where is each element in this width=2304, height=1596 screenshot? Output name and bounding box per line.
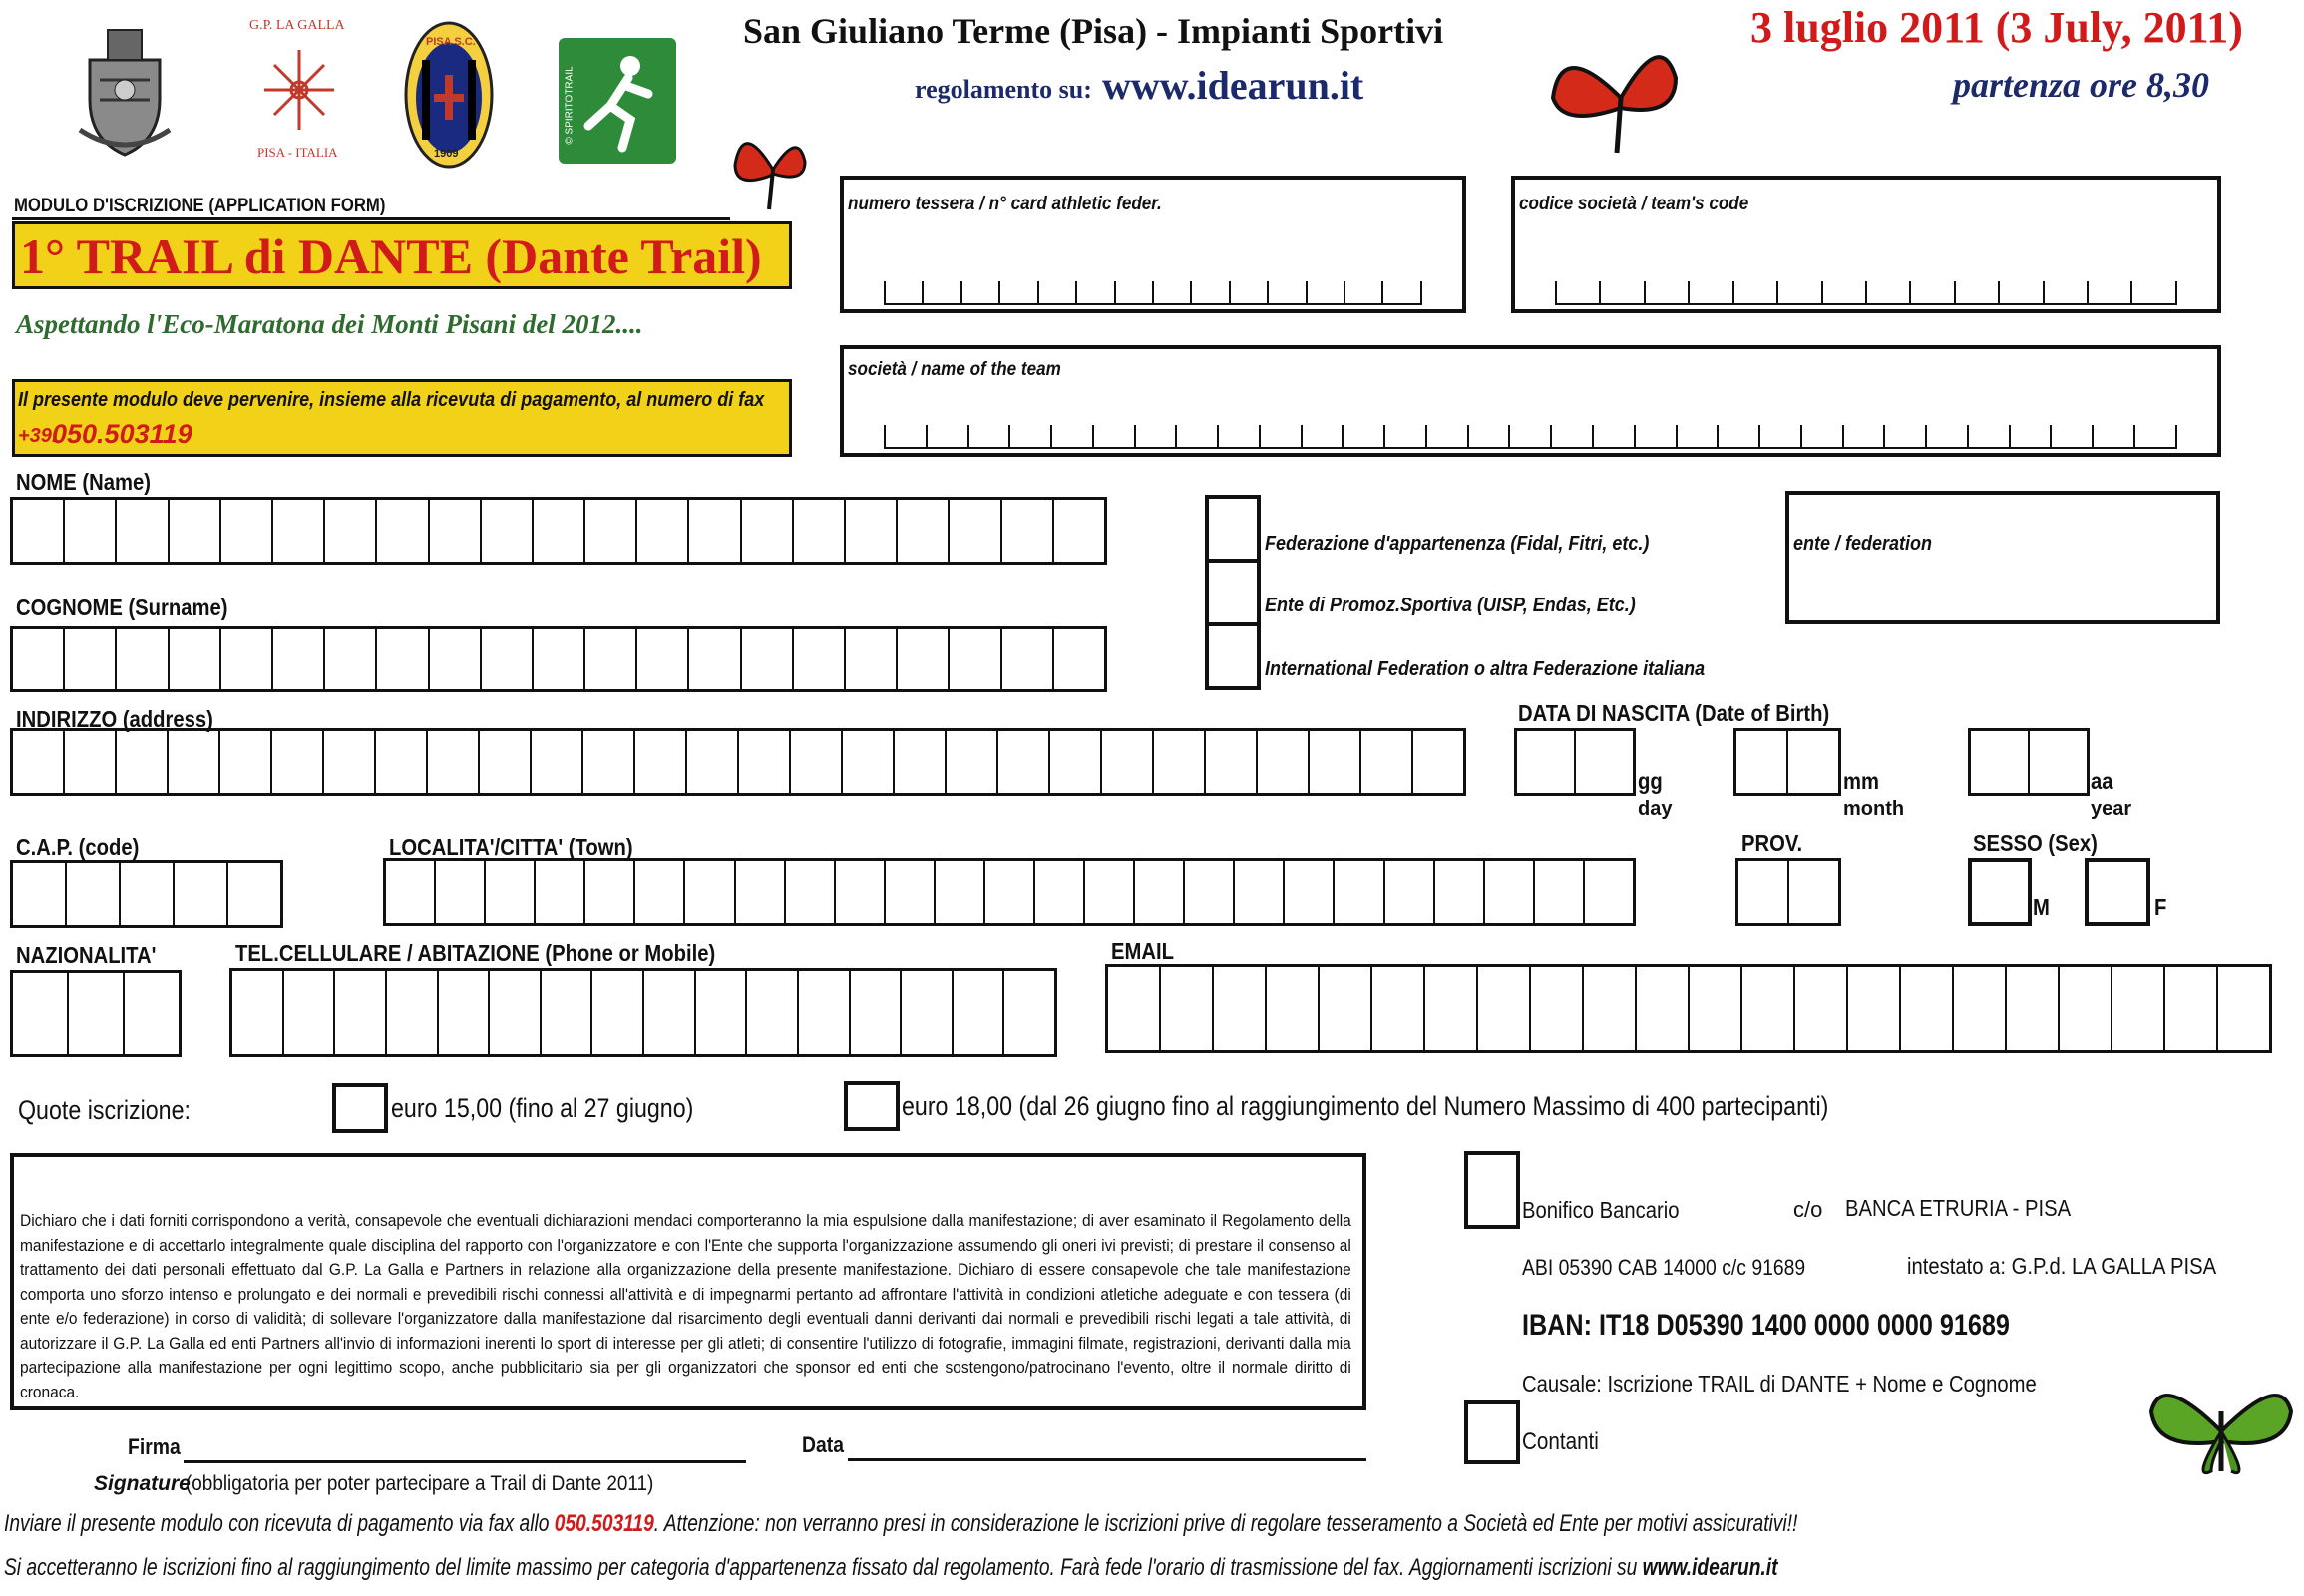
char-box[interactable] (65, 500, 117, 562)
char-box[interactable] (898, 629, 950, 689)
char-box[interactable] (585, 861, 635, 923)
town-boxes[interactable] (383, 858, 1636, 926)
aa-label: aa (2091, 768, 2113, 794)
red-butterfly-icon (733, 125, 813, 219)
char-box[interactable] (486, 861, 536, 923)
gg-label: gg (1638, 768, 1663, 794)
char-box[interactable] (1576, 731, 1633, 793)
char-box[interactable] (117, 731, 169, 793)
char-box[interactable] (170, 500, 221, 562)
cash-checkbox[interactable] (1464, 1400, 1520, 1464)
char-box[interactable] (1054, 629, 1104, 689)
team-name-field[interactable] (840, 345, 2221, 457)
char-box[interactable] (1372, 967, 1425, 1050)
char-box[interactable] (1004, 971, 1054, 1054)
char-box[interactable] (1258, 731, 1310, 793)
char-box[interactable] (843, 731, 895, 793)
char-box[interactable] (65, 629, 117, 689)
char-box[interactable] (13, 500, 65, 562)
char-box[interactable] (1310, 731, 1361, 793)
char-box[interactable] (376, 731, 428, 793)
char-box[interactable] (1848, 967, 1901, 1050)
char-box[interactable] (836, 861, 886, 923)
char-box[interactable] (742, 500, 794, 562)
form-title: 1° TRAIL di DANTE (Dante Trail) (20, 228, 762, 284)
green-butterfly-icon (2149, 1382, 2294, 1486)
char-box[interactable] (1485, 861, 1535, 923)
char-box[interactable] (1690, 967, 1742, 1050)
address-label: INDIRIZZO (address) (16, 706, 213, 732)
phone-boxes[interactable] (229, 968, 1057, 1057)
char-box[interactable] (221, 629, 273, 689)
char-box[interactable] (1954, 967, 2007, 1050)
start-time: partenza ore 8,30 (1953, 65, 2210, 105)
spiritotrail-logo (559, 38, 676, 164)
char-box[interactable] (175, 863, 228, 925)
fax-notice: Il presente modulo deve pervenire, insieme alla ricevuta di pagamento, al numero di fax (18, 389, 765, 411)
char-box[interactable] (635, 861, 685, 923)
form-label-underline (12, 217, 730, 220)
fee-option-2-checkbox[interactable] (844, 1081, 900, 1131)
char-box[interactable] (67, 863, 121, 925)
char-box[interactable] (739, 731, 791, 793)
data-label: Data (802, 1432, 844, 1457)
char-box[interactable] (325, 629, 377, 689)
char-box[interactable] (1002, 629, 1054, 689)
year-label: year (2091, 798, 2132, 820)
phone-label: TEL.CELLULARE / ABITAZIONE (Phone or Mobile) (235, 940, 716, 966)
char-box[interactable] (386, 861, 436, 923)
char-box[interactable] (689, 500, 741, 562)
char-box[interactable] (490, 971, 542, 1054)
char-box[interactable] (1517, 731, 1576, 793)
char-box[interactable] (786, 861, 836, 923)
char-box[interactable] (377, 500, 429, 562)
char-box[interactable] (1085, 861, 1135, 923)
char-box[interactable] (169, 731, 220, 793)
team-code-label: codice società / team's code (1519, 194, 1749, 214)
char-box[interactable] (736, 861, 786, 923)
char-box[interactable] (799, 971, 851, 1054)
char-box[interactable] (2030, 731, 2087, 793)
char-box[interactable] (1154, 731, 1206, 793)
fax-prefix: +39. (18, 425, 58, 447)
co-label: c/o (1793, 1197, 1823, 1222)
fees-label: Quote iscrizione: (18, 1095, 191, 1125)
char-box[interactable] (1320, 967, 1372, 1050)
causale: Causale: Iscrizione TRAIL di DANTE + Nome e Cognome (1522, 1371, 2037, 1396)
char-box[interactable] (1102, 731, 1154, 793)
spiritotrail-text: © SPIRITOTRAIL (564, 66, 576, 145)
team-name-label: società / name of the team (848, 359, 1061, 380)
ente-federation-label: ente / federation (1793, 533, 1933, 555)
regolamento-label: regolamento su: (915, 75, 1092, 104)
char-box[interactable] (170, 629, 221, 689)
sex-male-checkbox[interactable] (1968, 858, 2032, 926)
char-box[interactable] (117, 500, 169, 562)
email-label: EMAIL (1111, 938, 1174, 964)
card-number-field[interactable] (840, 176, 1466, 313)
website-link[interactable]: www.idearun.it (1102, 63, 1364, 108)
char-box[interactable] (221, 500, 273, 562)
char-box[interactable] (428, 731, 480, 793)
email-boxes[interactable] (1105, 964, 2272, 1053)
fee-option-1-label: euro 15,00 (fino al 27 giugno) (391, 1093, 694, 1123)
char-box[interactable] (1050, 731, 1102, 793)
char-box[interactable] (13, 731, 65, 793)
char-box[interactable] (1584, 967, 1637, 1050)
char-box[interactable] (532, 731, 583, 793)
char-box[interactable] (985, 861, 1035, 923)
declaration-text: Dichiaro che i dati forniti corrispondono a verità, consapevole che eventuali dichiarazioni mendaci comporteranno la mia espulsione dalla manifestazione; di aver esaminato il Regolamento della manifestazione e di accettarlo integralmente quale disciplina del rapporto con l'organizzatore e con l'Ente che supporta l'organizzazione assumendo gli oneri ivi previsti; di prestare il consenso al trattamento dei dati personali effettuato dal G.P. La Galla e Partners in relazione alla organizzazione della presente manifestazione. Dichiaro di essere consapevole che tale manifestazione comporta uno sforzo intenso e prolungato e dei normali e prevedibili rischi connessi all'attività e di impegnarmi pertanto ad affrontare l'attività in condizioni atletiche adeguate e con tessera (di ente e/o federazione) in corso di validità; di sollevare l'organizzatore dalla manifestazione dal risarcimento degli eventuali danni derivanti dai normali e prevedibili rischi legati a tale attività, di autorizzare il G.P. La Galla ed enti Partners all'invio di informazioni inerenti lo sport di interesse per gli atleti; di consentire l'utilizzo di fotografie, immagini filmate, registrazioni, derivanti dalla mia partecipazione alla manifestazione per ogni legittimo scopo, anche pubblicitario sia per gli organizzatori che sponsor ed enti che sostengono/patrocinano l'evento, oltre il normale diritto di cronaca. (20, 1212, 1351, 1401)
char-box[interactable] (1971, 731, 2030, 793)
char-box[interactable] (430, 629, 482, 689)
char-box[interactable] (1108, 967, 1161, 1050)
team-code-field[interactable] (1511, 176, 2221, 313)
char-box[interactable] (13, 863, 67, 925)
char-box[interactable] (742, 629, 794, 689)
nationality-label: NAZIONALITA' (16, 942, 157, 968)
card-number-label: numero tessera / n° card athletic feder. (848, 194, 1162, 214)
char-box[interactable] (644, 971, 696, 1054)
cash-label: Contanti (1522, 1428, 1599, 1455)
char-box[interactable] (696, 971, 748, 1054)
char-box[interactable] (65, 731, 117, 793)
char-box[interactable] (377, 629, 429, 689)
char-box[interactable] (1413, 731, 1463, 793)
birth-month-boxes[interactable] (1733, 728, 1841, 796)
char-box[interactable] (794, 500, 846, 562)
birth-day-boxes[interactable] (1514, 728, 1636, 796)
fee-option-2-label: euro 18,00 (dal 26 giugno fino al raggiungimento del Numero Massimo di 400 partecipanti) (902, 1091, 1829, 1121)
footer-line-1-a: Inviare il presente modulo con ricevuta di pagamento via fax allo (4, 1510, 555, 1537)
char-box[interactable] (1736, 731, 1788, 793)
char-box[interactable] (592, 971, 644, 1054)
venue-title: San Giuliano Terme (Pisa) - Impianti Sportivi (743, 11, 1444, 51)
footer-line-1 (4, 1510, 1797, 1538)
signature-note: (obbligatoria per poter partecipare a Trail di Dante 2011) (186, 1472, 654, 1495)
char-box[interactable] (273, 629, 325, 689)
char-box[interactable] (1795, 967, 1848, 1050)
char-box[interactable] (13, 973, 69, 1054)
day-label: day (1638, 798, 1673, 820)
char-box[interactable] (1161, 967, 1214, 1050)
char-box[interactable] (1267, 967, 1320, 1050)
char-box[interactable] (689, 629, 741, 689)
firma-line[interactable] (184, 1460, 746, 1463)
cap-label: C.A.P. (code) (16, 834, 140, 860)
federation-option-1: Federazione d'appartenenza (Fidal, Fitri, etc.) (1265, 533, 1650, 555)
char-box[interactable] (1214, 967, 1267, 1050)
char-box[interactable] (1135, 861, 1185, 923)
char-box[interactable] (387, 971, 439, 1054)
char-box[interactable] (886, 861, 936, 923)
char-box[interactable] (1206, 731, 1258, 793)
char-box[interactable] (1035, 861, 1085, 923)
data-line[interactable] (848, 1458, 1366, 1461)
char-box[interactable] (1788, 731, 1838, 793)
char-box[interactable] (637, 629, 689, 689)
firma-label: Firma (128, 1434, 181, 1459)
char-box[interactable] (1361, 731, 1413, 793)
char-box[interactable] (436, 861, 486, 923)
char-box[interactable] (2165, 967, 2218, 1050)
char-box[interactable] (2060, 967, 2112, 1050)
sex-label: SESSO (Sex) (1973, 830, 2098, 856)
char-box[interactable] (121, 863, 175, 925)
char-box[interactable] (536, 861, 585, 923)
char-box[interactable] (950, 629, 1001, 689)
cap-boxes[interactable] (10, 860, 283, 928)
char-box[interactable] (534, 500, 585, 562)
char-box[interactable] (534, 629, 585, 689)
char-box[interactable] (482, 629, 534, 689)
char-box[interactable] (902, 971, 954, 1054)
bank-transfer-checkbox[interactable] (1464, 1151, 1520, 1229)
event-date: 3 luglio 2011 (3 July, 2011) (1750, 3, 2243, 52)
char-box[interactable] (1235, 861, 1285, 923)
signature-label: Signature (94, 1472, 191, 1495)
char-box[interactable] (117, 629, 169, 689)
gp-la-galla-logo (239, 10, 359, 170)
form-subtitle: Aspettando l'Eco-Maratona dei Monti Pisani del 2012.... (16, 309, 643, 339)
char-box[interactable] (585, 629, 637, 689)
male-label: M (2033, 894, 2050, 920)
birth-date-label: DATA DI NASCITA (Date of Birth) (1518, 700, 1830, 726)
name-label: NOME (Name) (16, 469, 151, 495)
abi-cab: ABI 05390 CAB 14000 c/c 91689 (1522, 1255, 1806, 1280)
birth-year-boxes[interactable] (1968, 728, 2090, 796)
form-label: MODULO D'ISCRIZIONE (APPLICATION FORM) (14, 196, 386, 216)
gp-la-galla-top-text: G.P. LA GALLA (249, 18, 345, 33)
coat-of-arms-icon (70, 20, 180, 160)
char-box[interactable] (950, 500, 1001, 562)
char-box[interactable] (936, 861, 985, 923)
iban: IBAN: IT18 D05390 1400 0000 0000 91689 (1522, 1309, 2010, 1342)
footer-line-2 (4, 1554, 1777, 1582)
char-box[interactable] (1385, 861, 1435, 923)
gp-la-galla-bottom-text: PISA - ITALIA (257, 145, 338, 160)
char-box[interactable] (2007, 967, 2060, 1050)
char-box[interactable] (220, 731, 272, 793)
nationality-boxes[interactable] (10, 970, 182, 1057)
ente-federation-field[interactable] (1785, 491, 2220, 624)
char-box[interactable] (542, 971, 593, 1054)
pisa-sc-top-text: PISA S.C. (426, 36, 476, 48)
char-box[interactable] (1285, 861, 1335, 923)
char-box[interactable] (846, 500, 898, 562)
char-box[interactable] (1054, 500, 1104, 562)
federation-option-3: International Federation o altra Federazione italiana (1265, 658, 1706, 680)
char-box[interactable] (324, 731, 376, 793)
char-box[interactable] (1435, 861, 1485, 923)
footer-line-1-b: . Attenzione: non verranno presi in considerazione le iscrizioni prive di regolare tesseramento a Società ed Ente per motivi assicurativi!! (653, 1510, 1798, 1537)
declaration-box (10, 1153, 1366, 1410)
char-box[interactable] (1742, 967, 1795, 1050)
beneficiary: intestato a: G.P.d. LA GALLA PISA (1907, 1253, 2217, 1279)
char-box[interactable] (895, 731, 947, 793)
char-box[interactable] (125, 973, 179, 1054)
char-box[interactable] (635, 731, 687, 793)
char-box[interactable] (232, 971, 284, 1054)
char-box[interactable] (791, 731, 843, 793)
char-box[interactable] (947, 731, 998, 793)
char-box[interactable] (685, 861, 735, 923)
char-box[interactable] (1585, 861, 1633, 923)
surname-label: COGNOME (Surname) (16, 595, 228, 620)
char-box[interactable] (585, 500, 637, 562)
char-box[interactable] (272, 731, 324, 793)
char-box[interactable] (273, 500, 325, 562)
town-label: LOCALITA'/CITTA' (Town) (389, 834, 633, 860)
footer-line-2-a: Si accetteranno le iscrizioni fino al raggiungimento del limite massimo per categoria d'appartenenza fissato dal regolamento. Farà fede l'orario di trasmissione del fax. Aggiornamenti iscrizioni su (4, 1554, 1643, 1581)
char-box[interactable] (998, 731, 1050, 793)
char-box[interactable] (284, 971, 336, 1054)
pisa-sc-year-text: 1909 (434, 148, 459, 160)
char-box[interactable] (2112, 967, 2165, 1050)
char-box[interactable] (1335, 861, 1384, 923)
prov-label: PROV. (1741, 830, 1803, 856)
char-box[interactable] (1637, 967, 1690, 1050)
char-box[interactable] (898, 500, 950, 562)
bank-transfer-label: Bonifico Bancario (1522, 1197, 1680, 1223)
federation-checkbox[interactable] (1205, 495, 1261, 690)
fax-number: 050.503119 (52, 419, 192, 449)
char-box[interactable] (13, 629, 65, 689)
char-box[interactable] (335, 971, 387, 1054)
char-box[interactable] (1002, 500, 1054, 562)
char-box[interactable] (846, 629, 898, 689)
char-box[interactable] (1531, 967, 1584, 1050)
pisa-sc-logo (404, 20, 494, 170)
month-label: month (1843, 798, 1905, 820)
footer-fax-number: 050.503119 (554, 1510, 654, 1537)
name-boxes[interactable] (10, 497, 1107, 565)
char-box[interactable] (430, 500, 482, 562)
char-box[interactable] (439, 971, 491, 1054)
char-box[interactable] (69, 973, 125, 1054)
surname-boxes[interactable] (10, 626, 1107, 692)
char-box[interactable] (1478, 967, 1531, 1050)
federation-option-2: Ente di Promoz.Sportiva (UISP, Endas, Etc.) (1265, 595, 1636, 616)
char-box[interactable] (2218, 967, 2269, 1050)
sex-female-checkbox[interactable] (2085, 858, 2150, 926)
prov-boxes[interactable] (1735, 858, 1841, 926)
red-butterfly-large-icon (1551, 38, 1691, 163)
char-box[interactable] (1901, 967, 1954, 1050)
footer-website-link[interactable]: www.idearun.it (1642, 1554, 1778, 1581)
char-box[interactable] (954, 971, 1005, 1054)
char-box[interactable] (1789, 861, 1838, 923)
char-box[interactable] (637, 500, 689, 562)
char-box[interactable] (1738, 861, 1789, 923)
char-box[interactable] (325, 500, 377, 562)
mm-label: mm (1843, 768, 1879, 794)
char-box[interactable] (851, 971, 903, 1054)
char-box[interactable] (482, 500, 534, 562)
char-box[interactable] (1535, 861, 1585, 923)
char-box[interactable] (687, 731, 739, 793)
char-box[interactable] (228, 863, 280, 925)
char-box[interactable] (747, 971, 799, 1054)
char-box[interactable] (480, 731, 532, 793)
bank-name: BANCA ETRURIA - PISA (1845, 1195, 2072, 1221)
char-box[interactable] (583, 731, 635, 793)
female-label: F (2154, 894, 2167, 920)
char-box[interactable] (1425, 967, 1478, 1050)
fee-option-1-checkbox[interactable] (332, 1083, 388, 1133)
char-box[interactable] (1185, 861, 1235, 923)
address-boxes[interactable] (10, 728, 1466, 796)
char-box[interactable] (794, 629, 846, 689)
